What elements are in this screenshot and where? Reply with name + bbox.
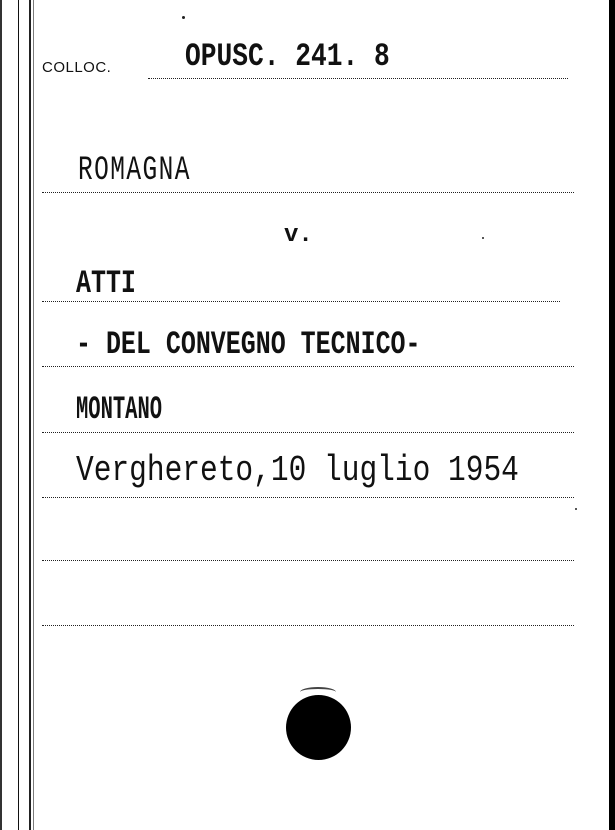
colloc-label: COLLOC. (42, 59, 112, 76)
title-line-3: MONTANO (76, 391, 163, 428)
punch-hole (286, 695, 351, 760)
title-line-2: - DEL CONVEGNO TECNICO- (76, 326, 421, 363)
shelfmark: OPUSC. 241. 8 (185, 38, 390, 75)
shelfmark-rule (148, 78, 568, 79)
ruled-line (42, 192, 574, 193)
margin-rule (29, 0, 31, 830)
speck (182, 16, 185, 19)
ruled-line (42, 625, 574, 626)
ruled-line (42, 432, 574, 433)
speck (575, 508, 577, 510)
imprint-line: Verghereto,10 luglio 1954 (76, 450, 519, 491)
subject-heading: ROMAGNA (78, 152, 191, 190)
speck (482, 237, 484, 239)
margin-rule (18, 0, 19, 830)
see-also-marker: v. (284, 222, 313, 249)
title-line-1: ATTI (76, 265, 136, 302)
ruled-line (42, 560, 574, 561)
ruled-line (42, 497, 574, 498)
margin-rule (33, 0, 34, 830)
ruled-line (42, 301, 560, 302)
card-right-edge (609, 0, 615, 830)
card-left-edge (0, 0, 2, 830)
ruled-line (42, 366, 574, 367)
